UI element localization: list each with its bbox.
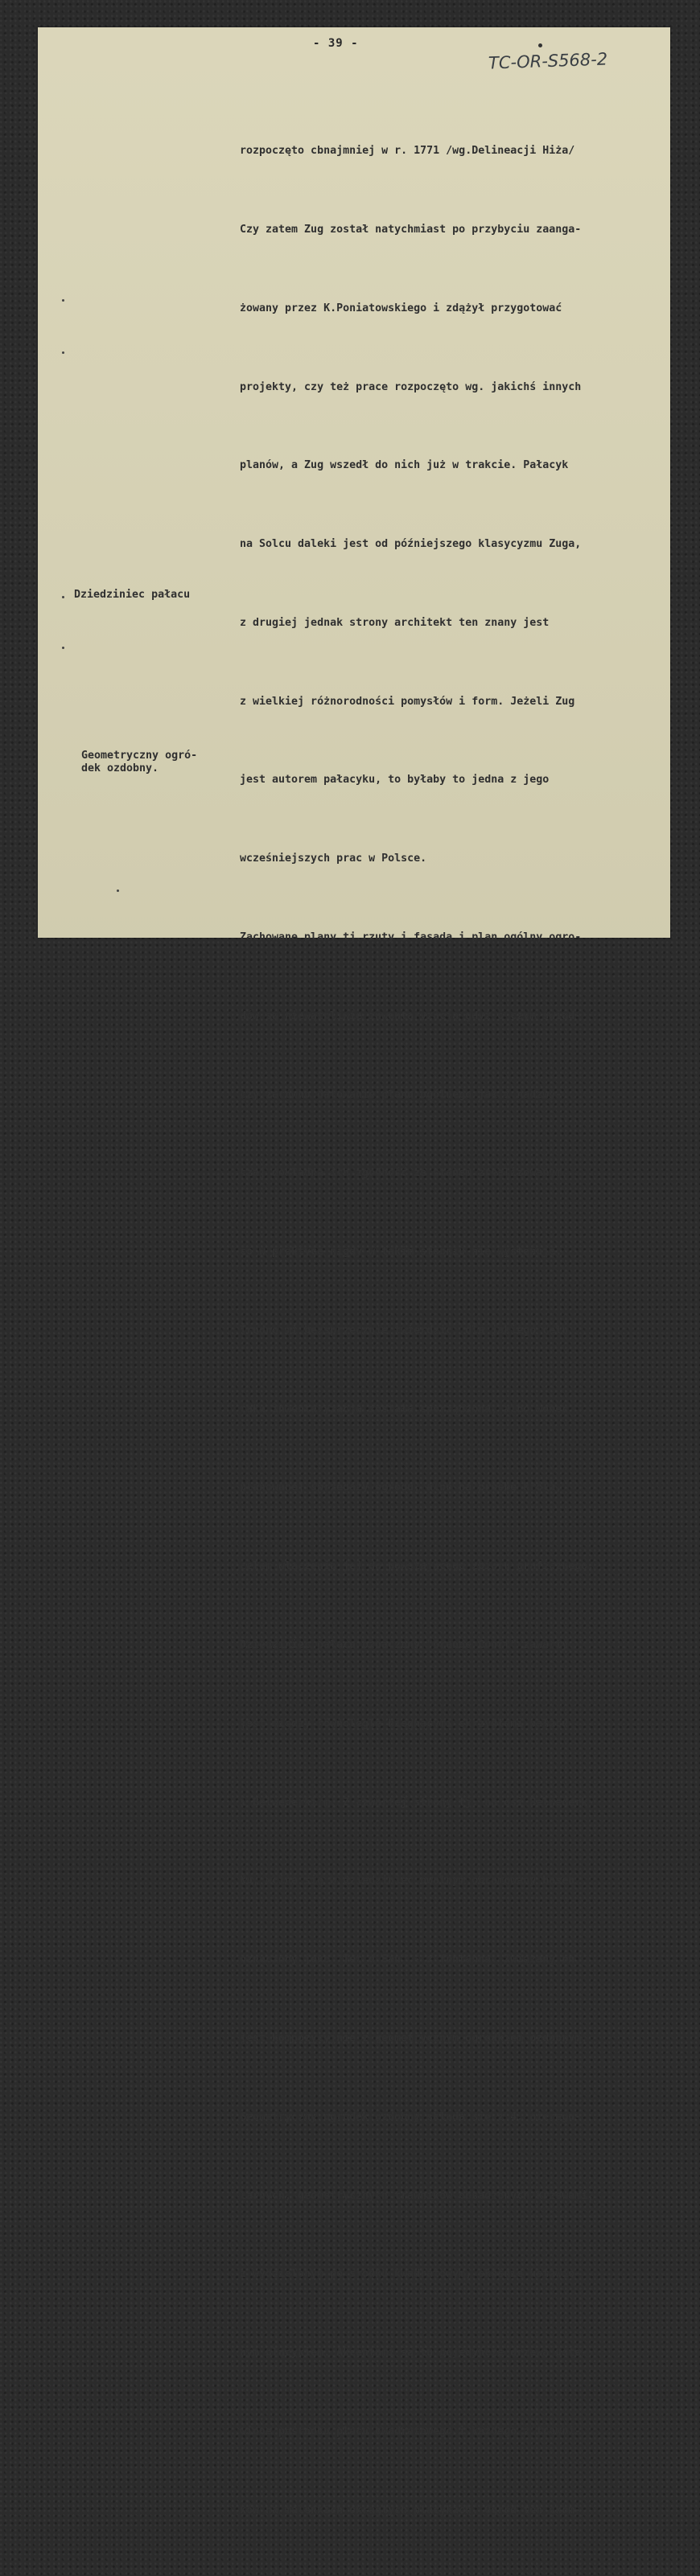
text-line: larnych, geometrycznych trawników obsadzonych krzewami, bbox=[240, 2189, 595, 2202]
text-line: i Belwederkirm. Z czwartej strony tj. na osi Belwederk- bbox=[240, 1796, 595, 1809]
document-page bbox=[38, 27, 670, 2516]
text-line: jest autorem pałacyku, to byłaby to jedna z jego bbox=[240, 774, 550, 787]
margin-note-garden-line: dek ozdobny. bbox=[81, 762, 159, 774]
margin-note-garden-line: Geometryczny ogró- bbox=[81, 750, 198, 762]
text-line: wione pośrodku placu kwadratowego i każdego z trawni- bbox=[240, 2425, 582, 2438]
text-line: co w praktyce nigdy w takim stopniu nie występuje. bbox=[240, 1246, 562, 1259]
text-line: wcześniejszych prac w Polsce. bbox=[240, 853, 427, 865]
ink-dot-mark bbox=[538, 43, 542, 47]
text-line: Trudno mi bezsprzecznie twierdzić, dla jakiego celu bbox=[240, 1324, 569, 1337]
margin-dot-mark bbox=[117, 889, 119, 892]
margin-dot-mark bbox=[62, 647, 64, 649]
margin-dot-mark bbox=[62, 299, 64, 302]
text-line: z wydzielonym po środku kwadratowym, skośnie ustawio- bbox=[240, 2268, 582, 2281]
text-line: Czy zatem Zug został natychmiast po przybyciu zaanga- bbox=[240, 223, 582, 236]
margin-note-courtyard: Dziedziniec pałacu bbox=[74, 589, 191, 601]
margin-dot-mark bbox=[62, 596, 64, 598]
text-line: celem włączenia jej do powstającego zbioru graficznego. bbox=[240, 1560, 595, 1573]
text-line: czaj dokładna ich zgodność ze stanem zrealizowanym, bbox=[240, 1167, 569, 1180]
text-line: jest kompozycyjnie z geometrycznym ogródkiem ozdobnym. bbox=[240, 2032, 588, 2044]
text-line: Zachowane plany tj.rzuty i fasada i plan ogólny ogro- bbox=[240, 931, 582, 943]
text-line: oznaczony jeko "Tet d'Eau" - z fontanną. Związany on bbox=[240, 1954, 575, 1966]
text-line: ku, wcina się w dziedziniec owalnym obramowany basen bbox=[240, 1875, 575, 1888]
margin-note-garden bbox=[81, 750, 197, 775]
text-line: czy zarówno datowanie planu ogólnego jak i nadzwy- bbox=[240, 1088, 562, 1101]
page-number: - 39 - bbox=[313, 37, 359, 50]
text-line: z wielkiej różnorodności pomysłów i form. Jeżeli Zug bbox=[240, 695, 575, 708]
text-line: planów, a Zug wszedł do nich już w trakcie. Pałacyk bbox=[240, 459, 569, 472]
text-line: jest między równolegle biegnącymi skrzydłami pałacu bbox=[240, 1717, 569, 1730]
typewritten-body bbox=[240, 86, 670, 2576]
text-line: taka inwentaryzacja została sporządzona, albo wobec bbox=[240, 1403, 569, 1415]
text-line: żowany przez K.Poniatowskiego i zdążył przygotować bbox=[240, 302, 562, 314]
archive-signature: TC-OR-S568-2 bbox=[488, 49, 608, 73]
text-line: z drugiej jednak strony architekt ten znany jest bbox=[240, 616, 550, 629]
text-line: Geometryczny ogródek ozdobny składa się z 4. nieregu- bbox=[240, 2110, 582, 2123]
text-line: nym placykiem. Akcentami są tu pojedyńcze drzewa usta- bbox=[240, 2347, 588, 2360]
text-line: ków na maleńkich okrągłych placykach. Ogród ten skom- bbox=[240, 2504, 582, 2516]
margin-dot-mark bbox=[62, 351, 64, 354]
text-line: Dziedziniec pałacu oznaczony "Grande Court" zawarty bbox=[240, 1639, 569, 1652]
text-line: na Solcu daleki jest od późniejszego klasycyzmu Zuga, bbox=[240, 538, 582, 551]
text-line: projekty, czy też prace rozpoczęto wg. jakichś innych bbox=[240, 380, 582, 393]
text-line: rozpoczęto cbnajmniej w r. 1771 /wg.Delineacji Hiża/ bbox=[240, 145, 575, 158]
text-line: planowanej sprzedaży ogrodu, albo na prośbę króla, bbox=[240, 1481, 562, 1494]
text-line: dów są niewątpliwie inwentaryzacją gdyż o czym świad- bbox=[240, 1009, 582, 1022]
